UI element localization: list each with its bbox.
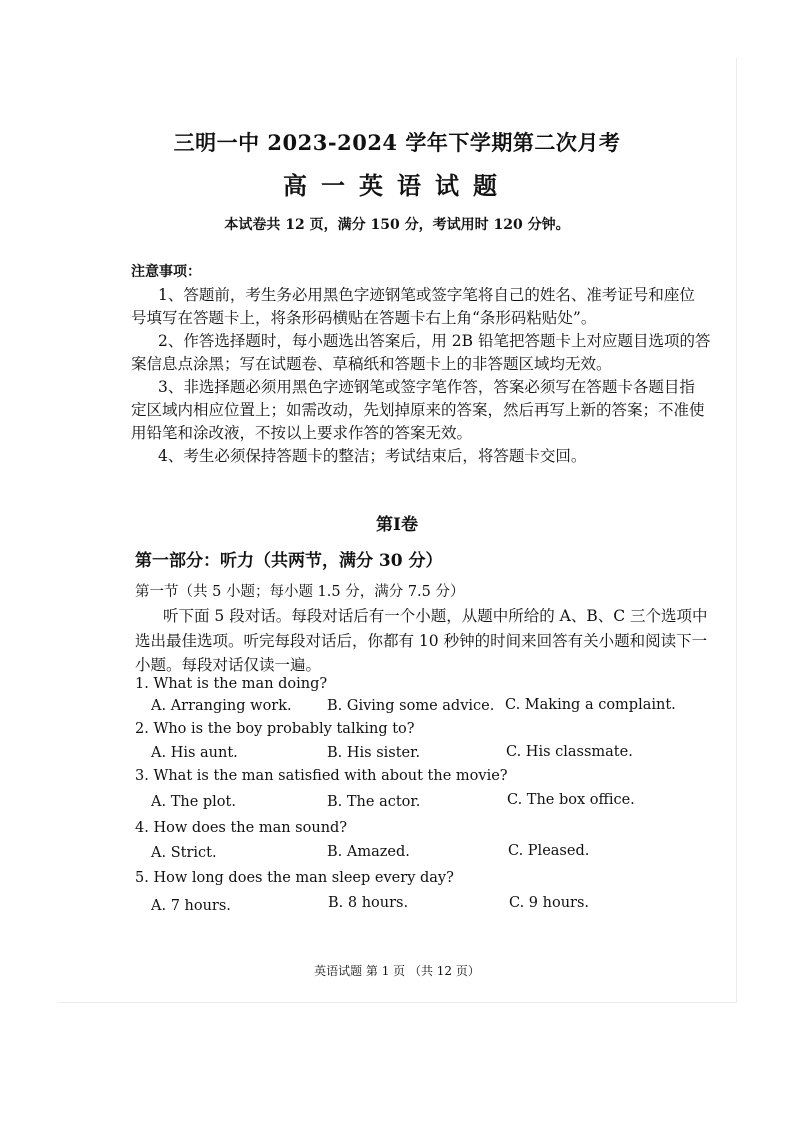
question-stem: 4. How does the man sound? <box>135 820 348 836</box>
part-title: 第一部分：听力（共两节，满分 30 分） <box>135 551 443 571</box>
option-a: A. 7 hours. <box>151 898 231 914</box>
volume-title: 第I卷 <box>376 515 418 535</box>
page-footer: 英语试题 第 1 页 （共 12 页） <box>314 964 480 978</box>
option-a: A. His aunt. <box>151 745 238 761</box>
instruction-line: 听下面 5 段对话。每段对话后有一个小题，从题中所给的 A、B、C 三个选项中 <box>163 607 708 625</box>
notice-line: 3、非选择题必须用黑色字迹钢笔或签字笔作答，答案必须写在答题卡各题目指 <box>158 378 695 396</box>
option-a: A. Arranging work. <box>151 698 292 714</box>
instruction-line: 选出最佳选项。听完每段对话后，你都有 10 秒钟的时间来回答有关小题和阅读下一 <box>135 632 708 650</box>
school-title: 三明一中 2023-2024 学年下学期第二次月考 <box>173 130 621 155</box>
question-stem: 3. What is the man satisfied with about the movie? <box>135 768 508 784</box>
option-c: C. 9 hours. <box>509 895 590 911</box>
option-a: A. The plot. <box>151 794 236 810</box>
notice-line: 案信息点涂黑；写在试题卷、草稿纸和答题卡上的非答题区域均无效。 <box>131 355 612 373</box>
instruction-line: 小题。每段对话仅读一遍。 <box>135 656 322 674</box>
notice-line: 用铅笔和涂改液，不按以上要求作答的答案无效。 <box>131 424 473 442</box>
question-stem: 1. What is the man doing? <box>135 676 328 692</box>
notice-line: 2、作答选择题时，每小题选出答案后，用 2B 铅笔把答题卡上对应题目选项的答 <box>158 332 711 350</box>
notice-line: 号填写在答题卡上，将条形码横贴在答题卡右上角“条形码粘贴处”。 <box>131 309 597 327</box>
option-c: C. His classmate. <box>506 744 633 760</box>
question-stem: 5. How long does the man sleep every day? <box>135 870 454 886</box>
notice-line: 定区域内相应位置上；如需改动，先划掉原来的答案，然后再写上新的答案；不准使 <box>131 401 705 419</box>
section-title: 第一节（共 5 小题；每小题 1.5 分，满分 7.5 分） <box>135 584 465 600</box>
option-b: B. 8 hours. <box>328 895 409 911</box>
exam-info: 本试卷共 12 页，满分 150 分，考试用时 120 分钟。 <box>224 217 570 233</box>
option-a: A. Strict. <box>151 845 217 861</box>
option-b: B. His sister. <box>327 745 421 761</box>
notice-line: 1、答题前，考生务必用黑色字迹钢笔或签字笔将自己的姓名、准考证号和座位 <box>158 286 695 304</box>
option-b: B. The actor. <box>327 794 421 810</box>
option-b: B. Amazed. <box>327 844 410 860</box>
subject-title: 高一英语试题 <box>283 171 511 200</box>
option-c: C. Pleased. <box>508 843 590 859</box>
question-stem: 2. Who is the boy probably talking to? <box>135 721 415 737</box>
notice-heading: 注意事项： <box>131 264 201 280</box>
option-b: B. Giving some advice. <box>327 698 495 714</box>
option-c: C. Making a complaint. <box>505 697 676 713</box>
notice-line: 4、考生必须保持答题卡的整洁；考试结束后，将答题卡交回。 <box>158 447 587 465</box>
option-c: C. The box office. <box>507 792 635 808</box>
